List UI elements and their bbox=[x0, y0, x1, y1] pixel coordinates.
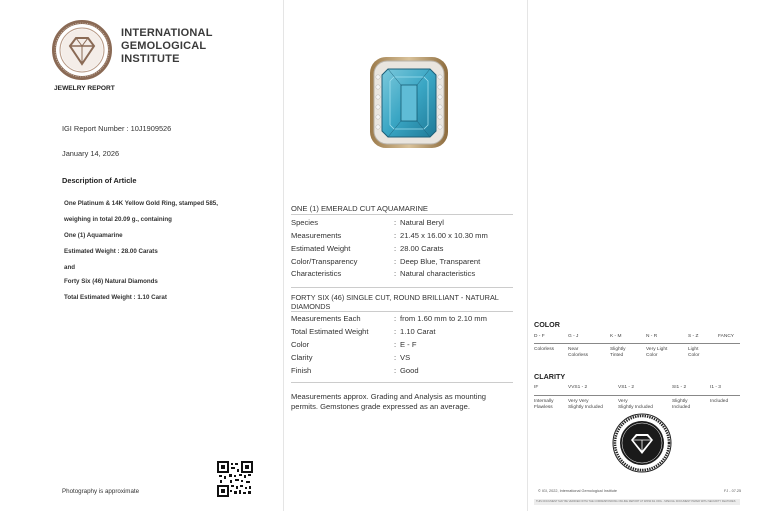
org-name-line: INSTITUTE bbox=[121, 53, 180, 65]
remarks-line: permits. Gemstones grade expressed as an average. bbox=[291, 402, 470, 411]
diamond-row-value: VS bbox=[400, 353, 411, 362]
diamond-row-value: E - F bbox=[400, 340, 417, 349]
diamond-row-label: Color bbox=[291, 340, 310, 349]
photo-note: Photography is approximate bbox=[62, 488, 140, 495]
remarks bbox=[291, 392, 523, 412]
stone-row-label: Species bbox=[291, 218, 319, 227]
description-line: weighing in total 20.09 g., containing bbox=[64, 216, 172, 223]
diamond-row-label: Clarity bbox=[291, 353, 313, 362]
report-date: January 14, 2026 bbox=[62, 149, 120, 158]
diamond-row-value: 1.10 Carat bbox=[400, 327, 436, 336]
clarity-grade: VS1 - 2 bbox=[618, 385, 634, 390]
copyright: © IGI, 2022, International Gemological Institute bbox=[538, 489, 617, 493]
qr-code[interactable] bbox=[217, 461, 253, 497]
color-grade: N - R bbox=[646, 334, 658, 339]
report-type: JEWELRY REPORT bbox=[54, 85, 115, 92]
stone-title: ONE (1) EMERALD CUT AQUAMARINE bbox=[291, 204, 428, 213]
description-line: and bbox=[64, 264, 76, 271]
divider bbox=[291, 382, 513, 383]
report-number: IGI Report Number : 10J1909526 bbox=[62, 124, 172, 133]
stone-row-label: Measurements bbox=[291, 231, 342, 240]
color-scale-line bbox=[534, 343, 740, 344]
clarity-desc: Slightly Included bbox=[672, 399, 691, 410]
diamond-row-value: from 1.60 mm to 2.10 mm bbox=[400, 314, 487, 323]
diamond-row-label: Measurements Each bbox=[291, 314, 361, 323]
color-desc: Near Colorless bbox=[568, 347, 588, 358]
org-name-line: GEMOLOGICAL bbox=[121, 40, 207, 52]
stone-row-label: Characteristics bbox=[291, 269, 342, 278]
color-desc: Very Light Color bbox=[646, 347, 668, 358]
disclaimer-strip: THIS DOCUMENT MAY BE VERIFIED WITH THE CORRESPONDING ONLINE REPORT AT WWW.IGI.ORG - SPECIAL DOCUMENT PAPER WITH SECURITY FEATURES bbox=[534, 499, 740, 505]
diamonds-title-line: DIAMONDS bbox=[291, 302, 331, 311]
color-grade: D - F bbox=[534, 334, 545, 339]
diamond-row-label: Finish bbox=[291, 366, 312, 375]
description-line: Estimated Weight : 28.00 Carats bbox=[64, 248, 158, 255]
org-name-line: INTERNATIONAL bbox=[121, 27, 213, 39]
igi-logo bbox=[52, 20, 112, 80]
color-grade: G - J bbox=[568, 334, 579, 339]
color-desc: Light Color bbox=[688, 347, 700, 358]
clarity-grade: VVS1 - 2 bbox=[568, 385, 588, 390]
diamonds-title bbox=[291, 293, 513, 311]
description-line: One Platinum & 14K Yellow Gold Ring, stamped 585, bbox=[64, 200, 218, 207]
description-line: One (1) Aquamarine bbox=[64, 232, 123, 239]
clarity-desc: Included bbox=[710, 399, 729, 404]
clarity-grade: SI1 - 2 bbox=[672, 385, 687, 390]
color-grade: K - M bbox=[610, 334, 622, 339]
divider bbox=[291, 311, 513, 312]
description-heading: Description of Article bbox=[62, 176, 137, 185]
color-desc: Slightly Tinted bbox=[610, 347, 626, 358]
stone-row-value: 28.00 Carats bbox=[400, 244, 444, 253]
clarity-grade: I1 - 3 bbox=[710, 385, 721, 390]
color-desc: Colorless bbox=[534, 347, 554, 352]
color-grade: FANCY bbox=[718, 334, 734, 339]
color-scale-heading: COLOR bbox=[534, 320, 560, 329]
form-code: FJ - 07.25 bbox=[724, 489, 742, 493]
divider bbox=[291, 214, 513, 215]
diamond-row-value: Good bbox=[400, 366, 419, 375]
stone-row-value: Natural characteristics bbox=[400, 269, 476, 278]
report-right-panel bbox=[527, 0, 768, 511]
stone-row-value: Deep Blue, Transparent bbox=[400, 257, 481, 266]
stone-row-label: Estimated Weight bbox=[291, 244, 351, 253]
color-grade: S - Z bbox=[688, 334, 699, 339]
clarity-scale-heading: CLARITY bbox=[534, 372, 566, 381]
clarity-desc: Very Slightly Included bbox=[618, 399, 653, 410]
org-name bbox=[121, 27, 213, 66]
diamonds-title-line: FORTY SIX (46) SINGLE CUT, ROUND BRILLIANT - NATURAL bbox=[291, 293, 499, 302]
diamond-row-label: Total Estimated Weight bbox=[291, 327, 369, 336]
ring-photo bbox=[364, 55, 454, 150]
clarity-grade: IF bbox=[534, 385, 539, 390]
clarity-desc: Very Very Slightly Included bbox=[568, 399, 603, 410]
clarity-scale-line bbox=[534, 395, 740, 396]
description-line: Total Estimated Weight : 1.10 Carat bbox=[64, 294, 167, 301]
divider bbox=[291, 287, 513, 288]
report-left-panel bbox=[0, 0, 283, 511]
report-middle-panel: ONE (1) EMERALD CUT AQUAMARINE Species : Natural Beryl Measurements : 21.45 x 16.00 x 10.30 mm Estimated Weight : 28.00 Carats Color/Transparency : Deep Blue, Transparent Characteristics : Natural characteristics FORTY SIX (46) SINGLE CUT, ROUND BRILLIANT - NATURAL DIAMONDS Measurements Each : from 1.60 mm to 2.10 mm Total Estimated Weight : 1.10 Carat Color : E - F Clarity : VS Finish : Good Measurements approx. Grading and Analysis as mounting permits. Gemstones grade expressed as an average. bbox=[283, 0, 527, 511]
clarity-desc: Internally Flawless bbox=[534, 399, 554, 410]
description-line: Forty Six (46) Natural Diamonds bbox=[64, 278, 158, 285]
stone-row-value: 21.45 x 16.00 x 10.30 mm bbox=[400, 231, 488, 240]
stone-row-label: Color/Transparency bbox=[291, 257, 358, 266]
igi-seal bbox=[612, 413, 672, 473]
remarks-line: Measurements approx. Grading and Analysis as mounting bbox=[291, 392, 487, 401]
stone-row-value: Natural Beryl bbox=[400, 218, 444, 227]
